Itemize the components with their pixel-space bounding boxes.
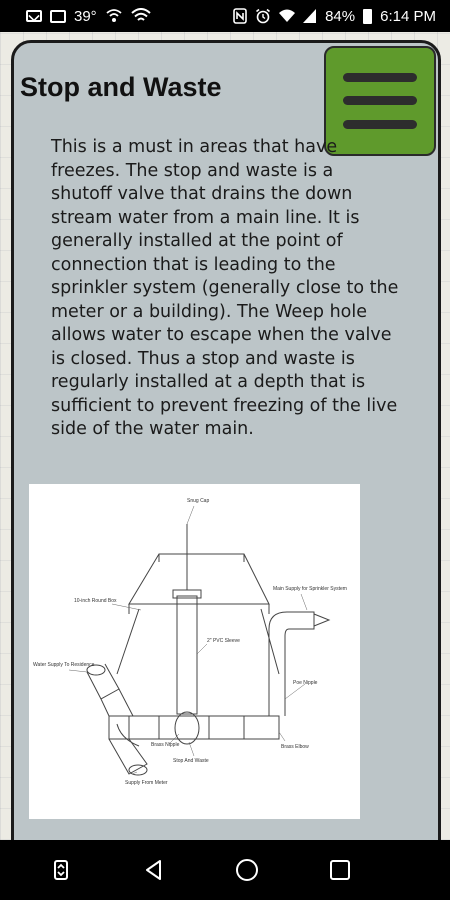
temperature-text: 39° <box>74 7 97 25</box>
alarm-icon <box>255 8 271 24</box>
navigation-bar <box>0 840 450 900</box>
wifi-icon <box>279 9 295 23</box>
diagram-label-snug-cap: Snug Cap <box>187 498 210 504</box>
stop-and-waste-diagram <box>29 484 360 819</box>
diagram-label-stop-and-waste: Stop And Waste <box>173 758 209 764</box>
description-text: This is a must in areas that have freezes. The stop and waste is a shutoff valve that drains the down stream water from a main line. It is generally installed at the point of connection that is leading to the sprinkler system (generally close to the meter or a building). The Weep hole allows water to escape when the valve is closed. Thus a stop and waste is regularly installed at a depth that is sufficient to prevent freezing of the live side of the water main. <box>51 137 399 439</box>
page-title: Stop and Waste <box>20 72 222 102</box>
status-bar-left <box>26 8 151 25</box>
home-button[interactable] <box>225 848 269 892</box>
signal-icon <box>303 9 317 23</box>
overview-icon <box>329 859 351 881</box>
back-button[interactable] <box>132 848 176 892</box>
recent-apps-switch-icon <box>53 860 69 880</box>
diagram-label-main-supply: Main Supply for Sprinkler System <box>273 586 347 592</box>
hamburger-menu-icon <box>343 73 417 82</box>
status-bar <box>0 0 450 32</box>
diagram-label-poe-nipple: Poe Nipple <box>293 680 318 686</box>
clock-time: 6:14 PM <box>380 7 436 25</box>
back-icon <box>143 859 165 881</box>
home-icon <box>235 858 259 882</box>
status-bar-right <box>233 8 436 25</box>
battery-icon <box>363 9 372 24</box>
diagram-label-brass-elbow: Brass Elbow <box>281 744 309 750</box>
diagram-label-round-box: 10-inch Round Box <box>74 598 117 604</box>
diagram-drawing <box>29 484 360 819</box>
hamburger-menu-icon-bar <box>343 96 417 105</box>
diagram-label-brass-nipple: Brass Nipple <box>151 742 180 748</box>
recent-apps-switch-button[interactable] <box>39 848 83 892</box>
wifi-icon-outline <box>131 8 151 24</box>
diagram-label-supply-from-meter: Supply From Meter <box>125 780 168 786</box>
image-icon <box>50 10 66 23</box>
nfc-icon <box>233 8 247 24</box>
hamburger-menu-icon-bar <box>343 120 417 129</box>
overview-button[interactable] <box>318 848 362 892</box>
diagram-label-water-supply: Water Supply To Residence <box>33 662 95 668</box>
battery-percent: 84% <box>325 7 356 25</box>
diagram-label-pvc-sleeve: 2" PVC Sleeve <box>207 638 240 644</box>
mail-icon <box>26 10 42 22</box>
wifi-calling-icon <box>105 8 123 24</box>
